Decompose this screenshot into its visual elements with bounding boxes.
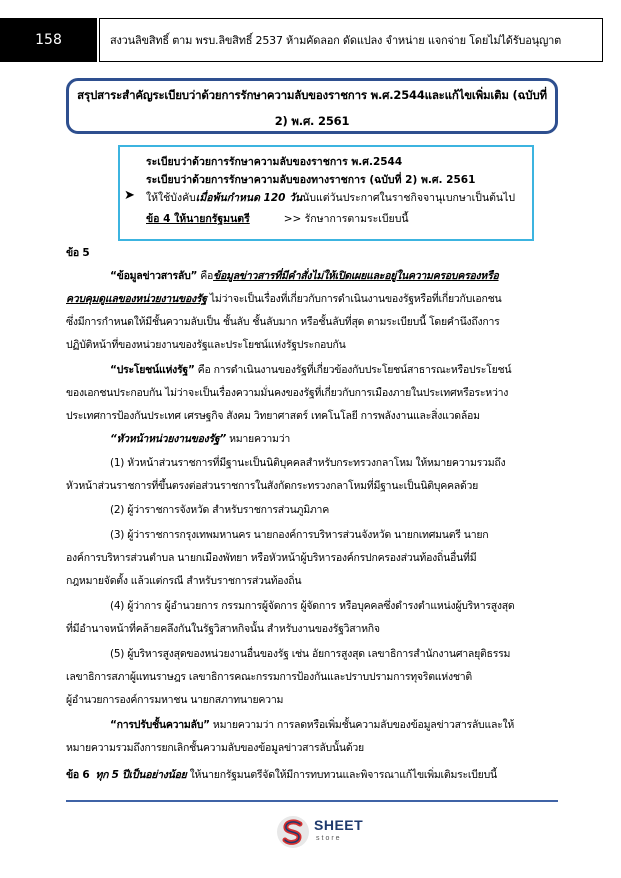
list-item-1: (1) หัวหน้าส่วนราชการที่มีฐานะเป็นนิติบุคคลสำหรับกระทรวงกลาโหม ให้หมายความรวมถึง bbox=[110, 457, 506, 469]
definition-agency-head bbox=[110, 430, 560, 447]
info-regulation-2561: ระเบียบว่าด้วยการรักษาความลับของทางราชการ (ฉบับที่ 2) พ.ศ. 2561 bbox=[146, 174, 476, 186]
list-item-4: (4) ผู้ว่าการ ผู้อำนวยการ กรรมการผู้จัดการ ผู้จัดการ หรือบุคคลซึ่งดำรงตำแหน่งผู้บริหารสูงสุด bbox=[110, 600, 515, 612]
definition-state-benefit-line-2: ของเอกชนประกอบกัน ไม่ว่าจะเป็นเรื่องความมั่นคงของรัฐที่เกี่ยวกับการเมืองภายในประเทศหรือระหว่าง bbox=[66, 387, 509, 399]
copyright-header bbox=[99, 18, 603, 62]
definition-reclassification-text: หมายความว่า การลดหรือเพิ่มชั้นความลับของข้อมูลข่าวสารลับและให้ bbox=[209, 719, 515, 731]
title-line-2: 2) พ.ศ. 2561 bbox=[274, 114, 350, 128]
clause-4-desc: >> รักษาการตามระเบียบนี้ bbox=[283, 213, 409, 225]
definition-agency-head-text: หมายความว่า bbox=[225, 433, 290, 445]
list-item-5-line-2: เลขาธิการสภาผู้แทนราษฎร เลขาธิการคณะกรรมการป้องกันและปราบปรามการทุจริตแห่งชาติ bbox=[66, 671, 472, 683]
term-reclassification: “การปรับชั้นความลับ” bbox=[110, 719, 210, 731]
effective-prefix: ให้ใช้บังคับ bbox=[146, 192, 196, 204]
list-item-3-line-3: กฎหมายจัดตั้ง แล้วแต่กรณี สำหรับราชการส่วนท้องถิ่น bbox=[66, 575, 302, 587]
section-6-text: ให้นายกรัฐมนตรีจัดให้มีการทบทวนและพิจารณาแก้ไขเพิ่มเติมระเบียบนี้ bbox=[186, 769, 497, 781]
info-enforcement bbox=[146, 210, 409, 227]
definition-state-benefit bbox=[110, 361, 560, 378]
list-item-2: (2) ผู้ว่าราชการจังหวัด สำหรับราชการส่วนภูมิภาค bbox=[110, 504, 329, 516]
term-secret-info: “ข้อมูลข่าวสารลับ” bbox=[110, 270, 198, 282]
definition-state-benefit-line-3: ประเทศการป้องกันประเทศ เศรษฐกิจ สังคม วิทยาศาสตร์ เทคโนโลยี การพลังงานและสิ่งแวดล้อม bbox=[66, 410, 480, 422]
sheet-store-logo bbox=[276, 813, 368, 853]
definition-reclassification-line-2: หมายความรวมถึงการยกเลิกชั้นความลับของข้อมูลข่าวสารลับนั้นด้วย bbox=[66, 742, 364, 754]
effective-period: เมื่อพ้นกำหนด 120 วัน bbox=[195, 192, 303, 204]
definition-secret-info-emphasis-2: ควบคุมดูแลของหน่วยงานของรัฐ bbox=[66, 293, 207, 305]
document-title bbox=[66, 78, 558, 134]
list-item-1-line-2: หัวหน้าส่วนราชการที่ขึ้นตรงต่อส่วนราชการในสังกัดกระทรวงกลาโหมที่มีฐานะเป็นนิติบุคคลด้วย bbox=[66, 480, 479, 492]
clause-4-link[interactable]: ข้อ 4 ให้นายกรัฐมนตรี bbox=[146, 213, 250, 225]
section-6 bbox=[66, 766, 560, 783]
info-effective-date bbox=[146, 189, 515, 206]
info-regulation-2544: ระเบียบว่าด้วยการรักษาความลับของราชการ พ.ศ.2544 bbox=[146, 156, 403, 168]
definition-secret-info-rest: ไม่ว่าจะเป็นเรื่องที่เกี่ยวกับการดำเนินงานของรัฐหรือที่เกี่ยวกับเอกชน bbox=[206, 293, 502, 305]
arrow-bullet-icon: ➤ bbox=[124, 188, 135, 203]
list-item-4-line-2: ที่มีอำนาจหน้าที่คล้ายคลึงกันในรัฐวิสาหกิจนั้น สำหรับงานของรัฐวิสาหกิจ bbox=[66, 623, 380, 635]
term-state-benefit: “ประโยชน์แห่งรัฐ” bbox=[110, 364, 195, 376]
definition-connector: คือ bbox=[197, 270, 214, 282]
list-item-5-line-3: ผู้อำนวยการองค์การมหาชน นายกสภาทนายความ bbox=[66, 694, 284, 706]
list-item-3: (3) ผู้ว่าราชการกรุงเทพมหานคร นายกองค์การบริหารส่วนจังหวัด นายกเทศมนตรี นายก bbox=[110, 529, 489, 541]
definition-secret-info bbox=[110, 267, 560, 284]
definition-secret-info-line-4: ปฏิบัติหน้าที่ของหน่วยงานของรัฐและประโยชน์แห่งรัฐประกอบกัน bbox=[66, 339, 346, 351]
footer-divider bbox=[66, 800, 558, 802]
term-agency-head: “หัวหน้าหน่วยงานของรัฐ” bbox=[110, 433, 226, 445]
section-6-emphasis: ทุก 5 ปีเป็นอย่างน้อย bbox=[95, 769, 187, 781]
list-item-3-line-2: องค์การบริหารส่วนตำบล นายกเมืองพัทยา หรือหัวหน้าผู้บริหารองค์กรปกครองส่วนท้องถิ่นอื่นที่มี bbox=[66, 552, 477, 564]
logo-subtitle: store bbox=[316, 835, 342, 842]
sheet-logo-icon bbox=[276, 815, 310, 849]
definition-secret-info-emphasis: ข้อมูลข่าวสารที่มีคำสั่งไม่ให้เปิดเผยและอยู่ในความครอบครองหรือ bbox=[213, 270, 499, 282]
definition-secret-info-line-2 bbox=[66, 290, 560, 307]
definition-state-benefit-text: คือ การดำเนินงานของรัฐที่เกี่ยวข้องกับประโยชน์สาธารณะหรือประโยชน์ bbox=[194, 364, 512, 376]
copyright-text: สงวนลิขสิทธิ์ ตาม พรบ.ลิขสิทธิ์ 2537 ห้ามคัดลอก ดัดแปลง จำหน่าย แจกจ่าย โดยไม่ได้รับอนุญาต bbox=[110, 34, 562, 47]
definition-secret-info-line-3: ซึ่งมีการกำหนดให้มีชั้นความลับเป็น ชั้นลับ ชั้นลับมาก หรือชั้นลับที่สุด ตามระเบียบนี้ โดยคำนึงถึงการ bbox=[66, 316, 500, 328]
title-line-1: สรุปสาระสำคัญระเบียบว่าด้วยการรักษาความลับของราชการ พ.ศ.2544และแก้ไขเพิ่มเติม (ฉบับที่ bbox=[77, 88, 547, 102]
list-item-5: (5) ผู้บริหารสูงสุดของหน่วยงานอื่นของรัฐ เช่น อัยการสูงสุด เลขาธิการสำนักงานศาลยุติธรรม bbox=[110, 648, 511, 660]
section-6-heading: ข้อ 6 bbox=[66, 769, 90, 781]
page-number: 158 bbox=[0, 18, 97, 62]
regulation-info-box bbox=[118, 145, 534, 241]
logo-wordmark: SHEET bbox=[314, 817, 364, 833]
section-5-heading: ข้อ 5 bbox=[66, 247, 90, 259]
effective-suffix: นับแต่วันประกาศในราชกิจจานุเบกษาเป็นต้นไป bbox=[302, 192, 516, 204]
definition-reclassification bbox=[110, 716, 560, 733]
